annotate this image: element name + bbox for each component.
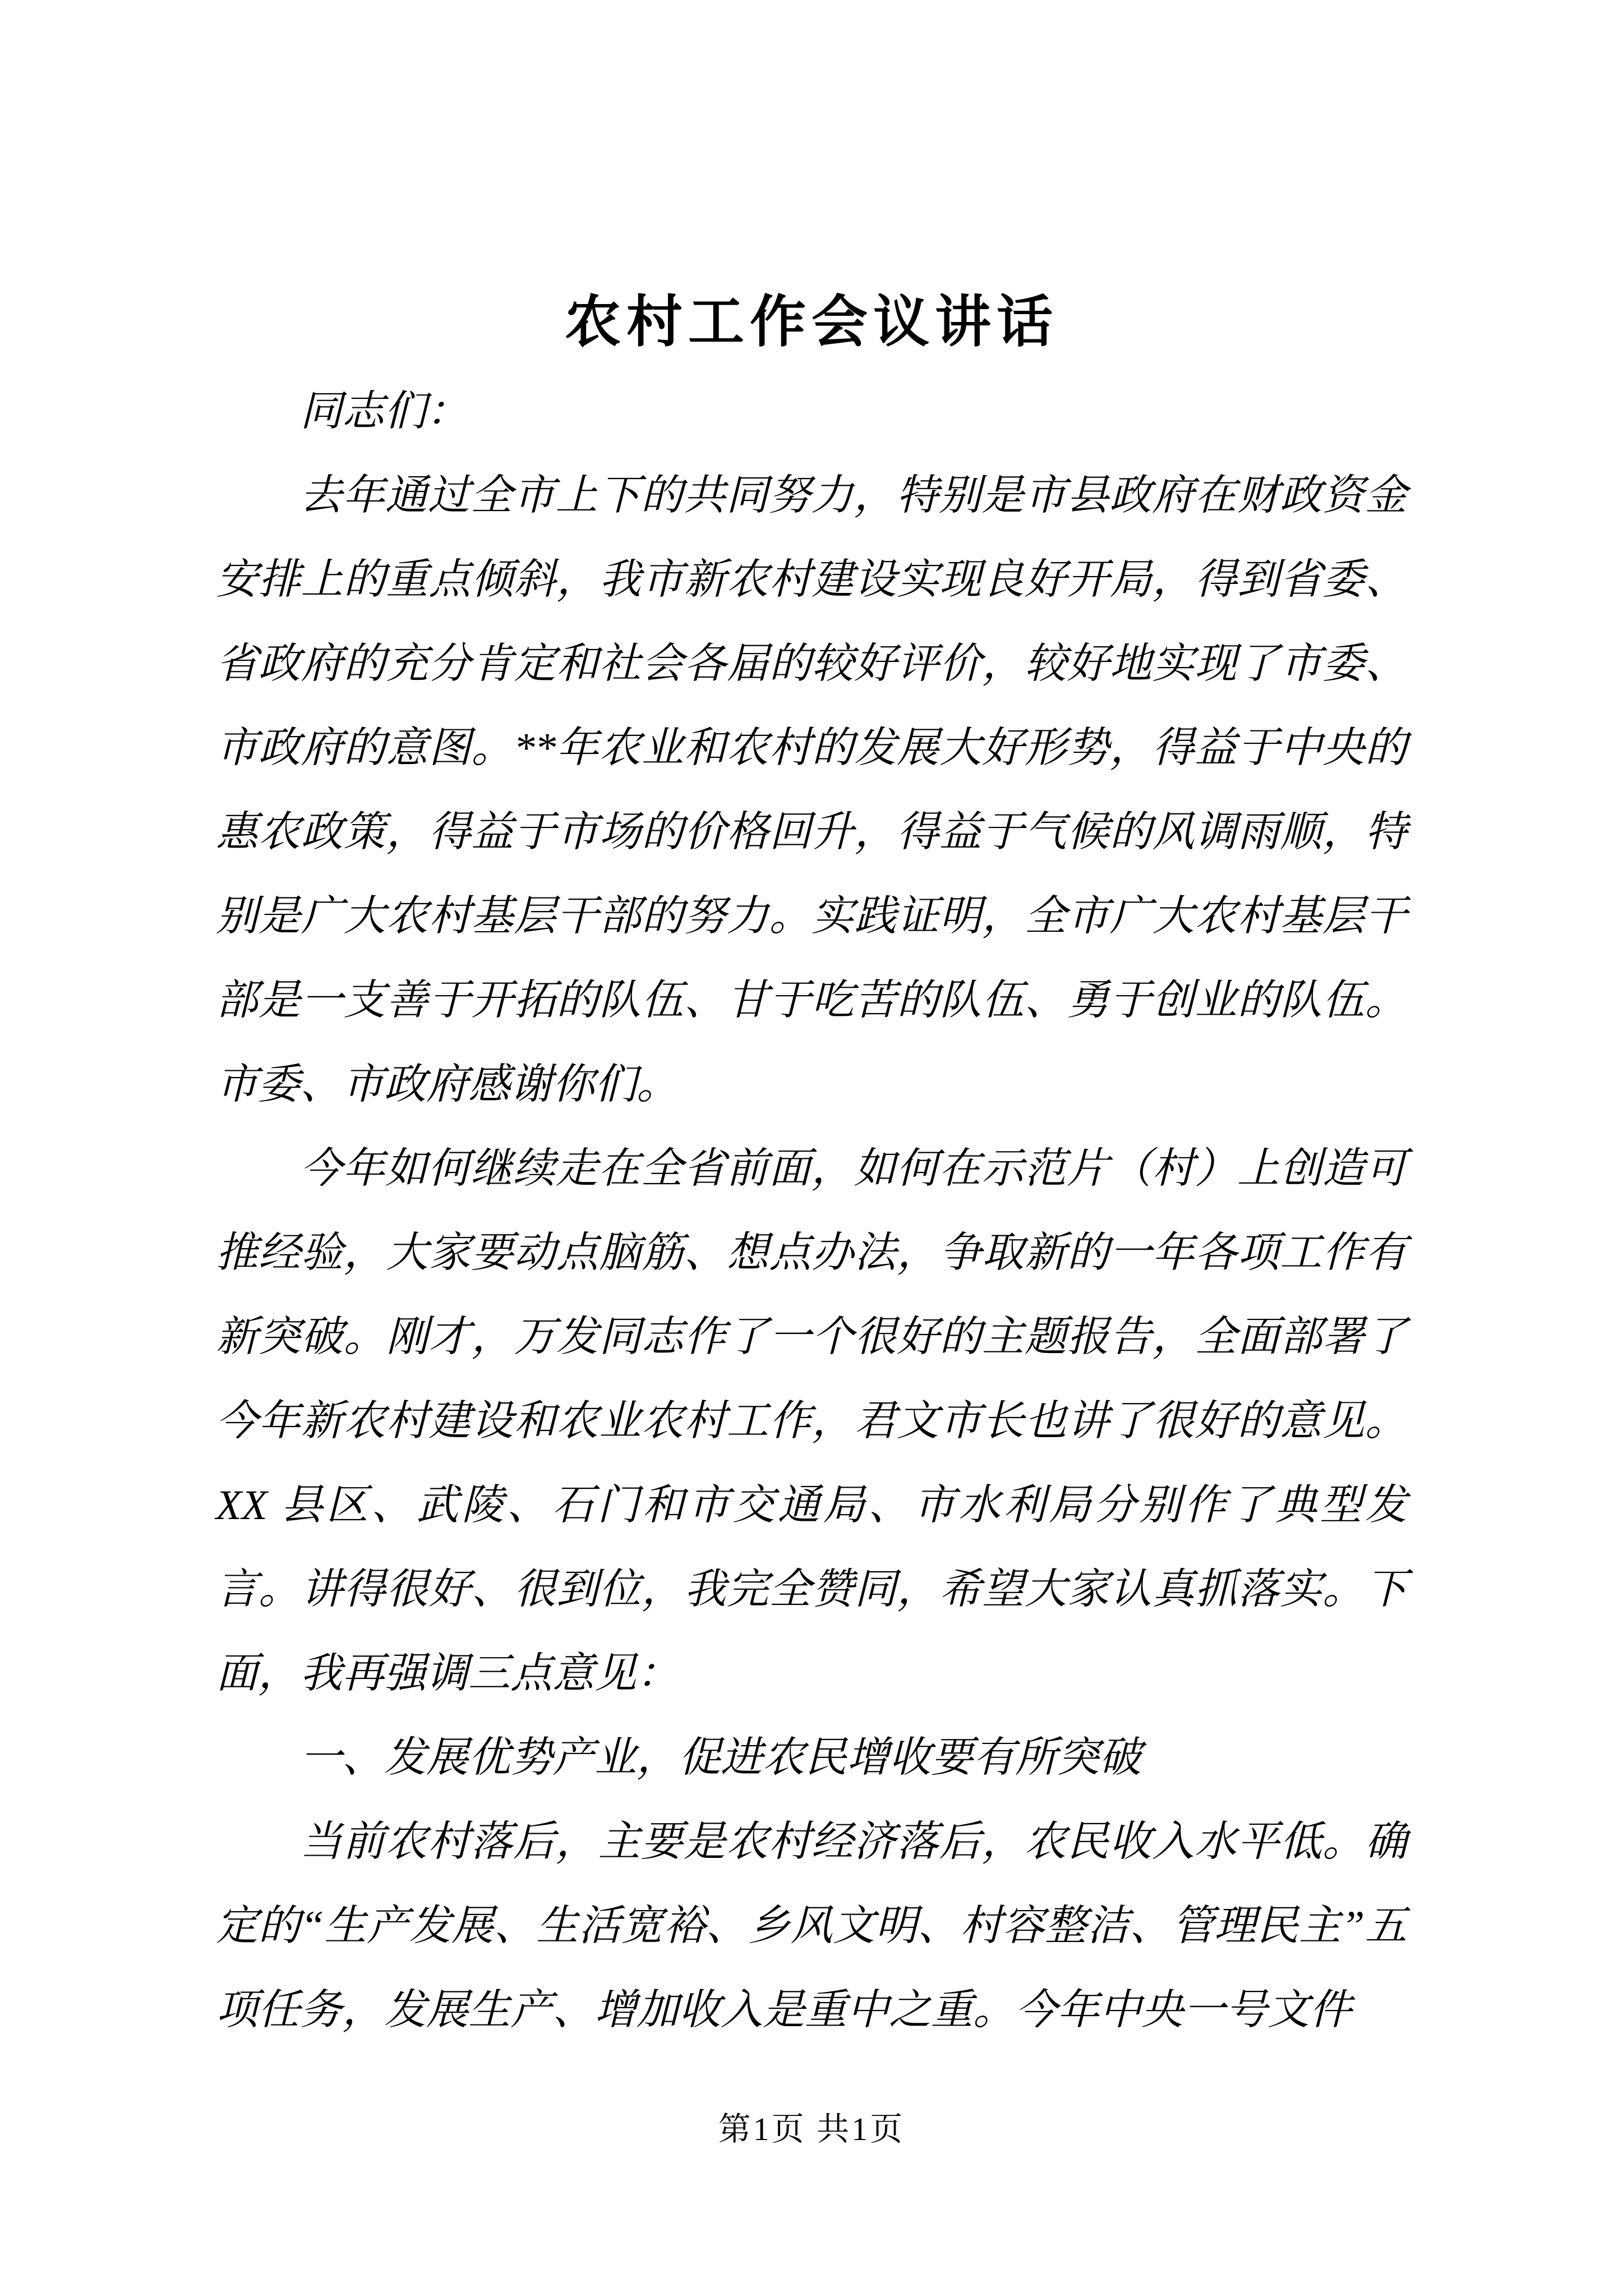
document-title: 农村工作会议讲话 xyxy=(565,291,1058,353)
page-number-footer: 第1页 共1页 xyxy=(718,2111,905,2147)
paragraph-section-heading-1: 一、发展优势产业，促进农民增收要有所突破 xyxy=(300,1734,1142,1781)
paragraph-this-year-plan: 今年如何继续走在全省前面，如何在示范片（村）上创造可推经验，大家要动点脑筋、想点办法，争取新的一年各项工作有新突破。刚才，万发同志作了一个很好的主题报告，全面部署了今年新农村建设和农业农村工作，君文市长也讲了很好的意见。XX 县区、武陵、石门和市交通局、市水利局分别作了典型发言。讲得很好、很到位，我完全赞同，希望大家认真抓落实。下面，我再强调三点意见： xyxy=(216,1145,1407,1697)
document-body xyxy=(216,370,1407,2053)
paragraph-review-last-year: 去年通过全市上下的共同努力，特别是市县政府在财政资金安排上的重点倾斜，我市新农村建设实现良好开局，得到省委、省政府的充分肯定和社会各届的较好评价，较好地实现了市委、市政府的意图。**年农业和农村的发展大好形势，得益于中央的惠农政策，得益于市场的价格回升，得益于气候的风调雨顺，特别是广大农村基层干部的努力。实践证明，全市广大农村基层干部是一支善于开拓的队伍、甘于吃苦的队伍、勇于创业的队伍。市委、市政府感谢你们。 xyxy=(216,472,1407,1108)
paragraph-rural-income: 当前农村落后，主要是农村经济落后，农民收入水平低。确定的“生产发展、生活宽裕、乡风文明、村容整洁、管理民主”五项任务，发展生产、增加收入是重中之重。今年中央一号文件 xyxy=(216,1819,1407,2033)
paragraph-salutation: 同志们： xyxy=(300,388,469,435)
